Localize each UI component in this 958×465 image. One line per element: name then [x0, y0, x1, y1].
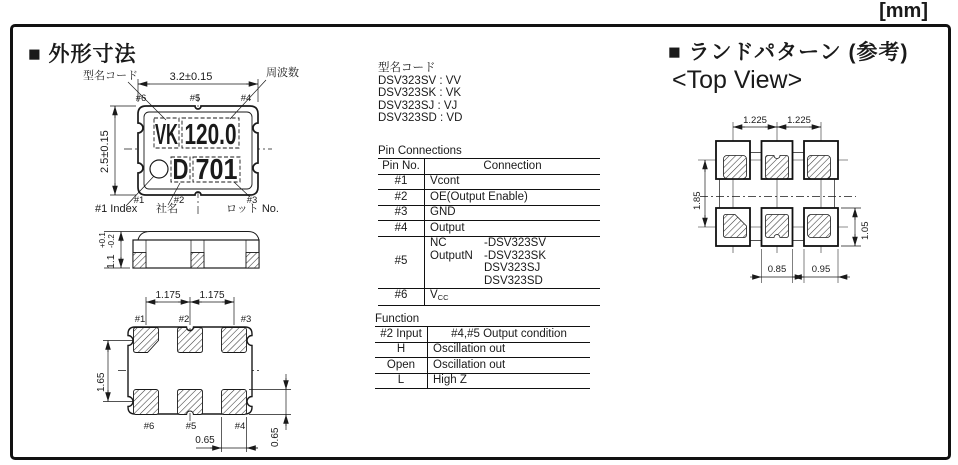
table-row [375, 342, 590, 358]
unit-label: [mm] [879, 0, 928, 22]
model-code-item: DSV323SV : VV [378, 74, 462, 87]
pad-3 [222, 328, 247, 353]
dim-pad-width-mid-label: 0.85 [767, 264, 787, 275]
marking-company: D [172, 154, 189, 186]
pin-connections-table [378, 158, 600, 306]
pin5-model: DSV323SD [484, 274, 543, 287]
table-row [378, 174, 600, 190]
pin-label: #5 [185, 421, 197, 432]
table-row [378, 205, 600, 221]
dim-pad-height-label: 1.05 [860, 221, 871, 240]
dim-height-label: 2.5±0.15 [99, 130, 111, 173]
pad-6 [134, 390, 159, 415]
dim-pad-height-lines [249, 374, 291, 430]
model-code-list [378, 62, 462, 125]
pin-label: #3 [246, 195, 258, 206]
model-code-item: DSV323SK : VK [378, 87, 462, 100]
pin-label: #4 [240, 93, 252, 104]
package-pad-reference [766, 215, 789, 238]
pin-connection: Vcont [425, 174, 601, 190]
col-header: Pin No. [378, 159, 425, 175]
marking-frequency: 120.0 [184, 119, 237, 151]
pin-label: #4 [234, 421, 246, 432]
outline-section-title: ■ 外形寸法 [28, 43, 137, 66]
marking-code: VK [155, 119, 179, 151]
dim-pitch-x-right-label: 1.225 [787, 115, 811, 126]
output-condition: Oscillation out [428, 358, 591, 374]
function-table-block [375, 313, 590, 389]
input-state: L [375, 373, 428, 389]
function-table [375, 326, 590, 389]
function-title: Function [375, 313, 420, 325]
side-pad [246, 253, 259, 269]
package-side-view [98, 232, 259, 270]
input-state: Open [375, 358, 428, 374]
land-pattern-drawing [660, 100, 958, 295]
dim-pitch-x-right-label: 1.175 [199, 290, 225, 301]
dim-pitch-y-label: 1.65 [96, 372, 107, 392]
pad-5 [178, 390, 203, 415]
model-code-item: DSV323SD : VD [378, 112, 463, 125]
pin-no: #4 [378, 221, 425, 237]
outline-drawing [80, 60, 380, 460]
pin-no: #6 [378, 288, 425, 306]
dim-pitch-y-label: 1.85 [692, 191, 703, 210]
index-mark-circle [150, 160, 168, 178]
dim-thickness-tol-plus: +0.1 [98, 232, 107, 248]
pin-label: #3 [240, 314, 252, 325]
pin-label: #5 [189, 93, 201, 104]
pin-label: #2 [178, 314, 190, 325]
pin5-signal: OutputN [430, 249, 473, 262]
table-row [378, 236, 600, 288]
package-top-view [83, 65, 299, 216]
package-pad-reference [808, 156, 831, 179]
table-row [378, 288, 600, 306]
table-row [375, 358, 590, 374]
package-pad-reference [808, 215, 831, 238]
land-pattern-title: ■ ランドパターン (参考) [668, 41, 909, 64]
model-code-item: DSV323SJ : VJ [378, 99, 458, 112]
pin-no: #3 [378, 205, 425, 221]
dim-pad-height-label: 0.65 [270, 427, 281, 447]
model-code-title: 型名コード [378, 62, 436, 74]
input-state: H [375, 342, 428, 358]
pad-2 [178, 328, 203, 353]
table-row [378, 221, 600, 237]
pin-no: #5 [378, 236, 425, 288]
output-condition: Oscillation out [428, 342, 591, 358]
pin-connections-title: Pin Connections [378, 145, 462, 157]
pin-connection: Output [425, 221, 601, 237]
label-index: #1 Index [95, 203, 138, 215]
label-model-code: 型名コード [83, 70, 138, 82]
package-bottom-view [96, 290, 291, 452]
label-lot: ロット No. [226, 203, 279, 215]
table-row [375, 373, 590, 389]
dim-pad-width-label: 0.65 [195, 435, 215, 446]
pin-label: #1 [134, 314, 146, 325]
col-header: Connection [425, 159, 601, 175]
vcc-label: V [430, 289, 438, 301]
land-pattern-subtitle: <Top View> [672, 66, 803, 94]
pin-connection [425, 288, 601, 306]
table-header-row [378, 159, 600, 175]
pin-connection: GND [425, 205, 601, 221]
marking-lot: 701 [195, 154, 238, 186]
pin-connection: OE(Output Enable) [425, 190, 601, 206]
pin5-signal: NC [430, 237, 447, 249]
pin5-model: DSV323SJ [484, 262, 541, 274]
dim-thickness-label: 1.1 [105, 254, 117, 269]
label-company: 社名 [156, 203, 178, 215]
table-header-row [375, 327, 590, 343]
package-pad-reference [766, 156, 789, 179]
col-header: #2 Input [375, 327, 428, 343]
pin-label: #2 [173, 195, 185, 206]
dim-pitch-x-left-label: 1.175 [155, 290, 181, 301]
side-lid-outline [138, 232, 259, 241]
pin-label: #6 [135, 93, 147, 104]
dim-height-lines [110, 106, 136, 195]
pin5-model: -DSV323SK [484, 249, 547, 262]
dim-width-label: 3.2±0.15 [169, 71, 213, 83]
pin-connections [378, 145, 600, 306]
pin-no: #2 [378, 190, 425, 206]
dim-thickness-tol-minus: -0.2 [107, 234, 116, 248]
pad-4 [222, 390, 247, 415]
pin-no: #1 [378, 174, 425, 190]
pin5-model: -DSV323SV [484, 237, 547, 249]
dim-pad-width-right-label: 0.95 [811, 264, 831, 275]
side-pad [133, 253, 146, 269]
vcc-subscript: CC [437, 293, 449, 302]
output-condition: High Z [428, 373, 591, 389]
side-pad [191, 253, 204, 269]
dim-pitch-x-left-label: 1.225 [743, 115, 767, 126]
package-pad-reference [724, 156, 747, 179]
pin-label: #6 [143, 421, 155, 432]
col-header: #4,#5 Output condition [428, 327, 591, 343]
table-row [378, 190, 600, 206]
pin-connection [425, 236, 601, 288]
pin-label: #1 [133, 195, 145, 206]
label-frequency: 周波数 [266, 67, 299, 79]
